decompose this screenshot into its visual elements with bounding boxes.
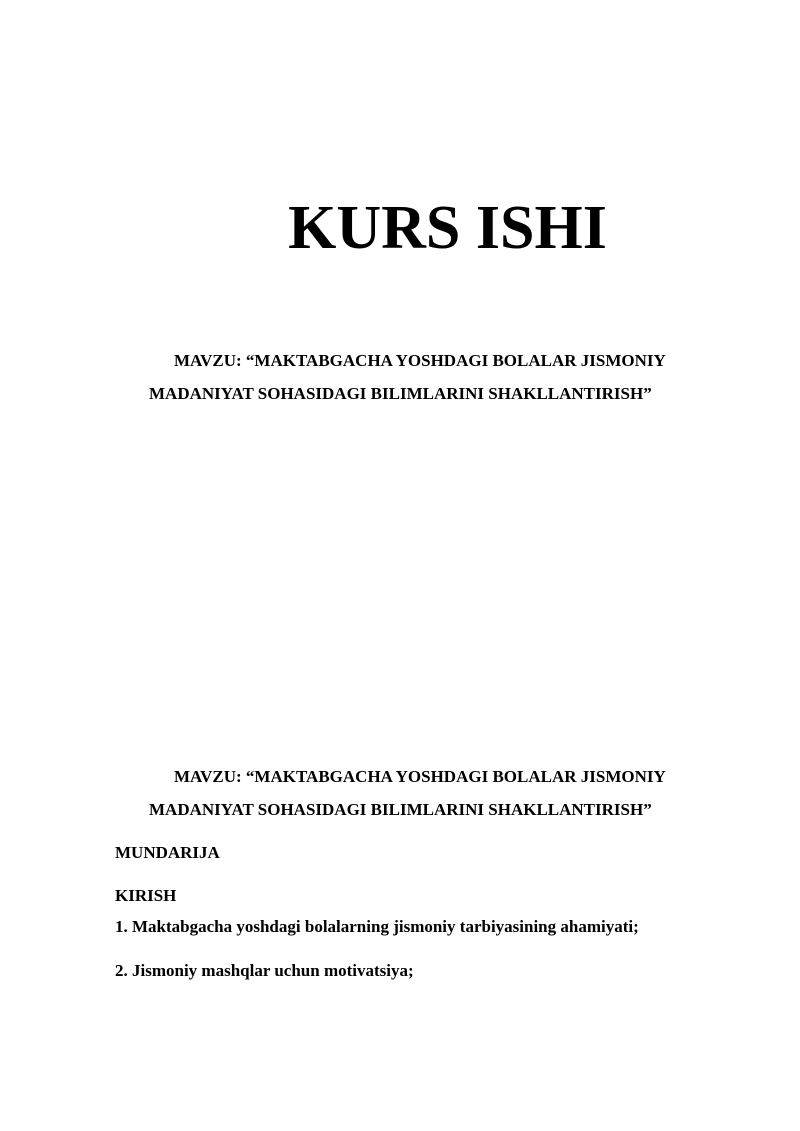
document-title: KURS ISHI xyxy=(288,194,607,262)
contents-intro: KIRISH xyxy=(115,886,177,905)
topic-top-line-1: MAVZU: “MAKTABGACHA YOSHDAGI BOLALAR JISMONIY xyxy=(174,351,666,370)
topic-bottom-line-2: MADANIYAT SOHASIDAGI BILIMLARINI SHAKLLANTIRISH” xyxy=(149,800,652,819)
topic-bottom-line-1: MAVZU: “MAKTABGACHA YOSHDAGI BOLALAR JISMONIY xyxy=(174,767,666,786)
contents-heading: MUNDARIJA xyxy=(115,843,220,862)
contents-item: 2. Jismoniy mashqlar uchun motivatsiya; xyxy=(115,961,414,980)
contents-item: 1. Maktabgacha yoshdagi bolalarning jismoniy tarbiyasining ahamiyati; xyxy=(115,917,639,936)
topic-top-line-2: MADANIYAT SOHASIDAGI BILIMLARINI SHAKLLANTIRISH” xyxy=(149,384,652,403)
